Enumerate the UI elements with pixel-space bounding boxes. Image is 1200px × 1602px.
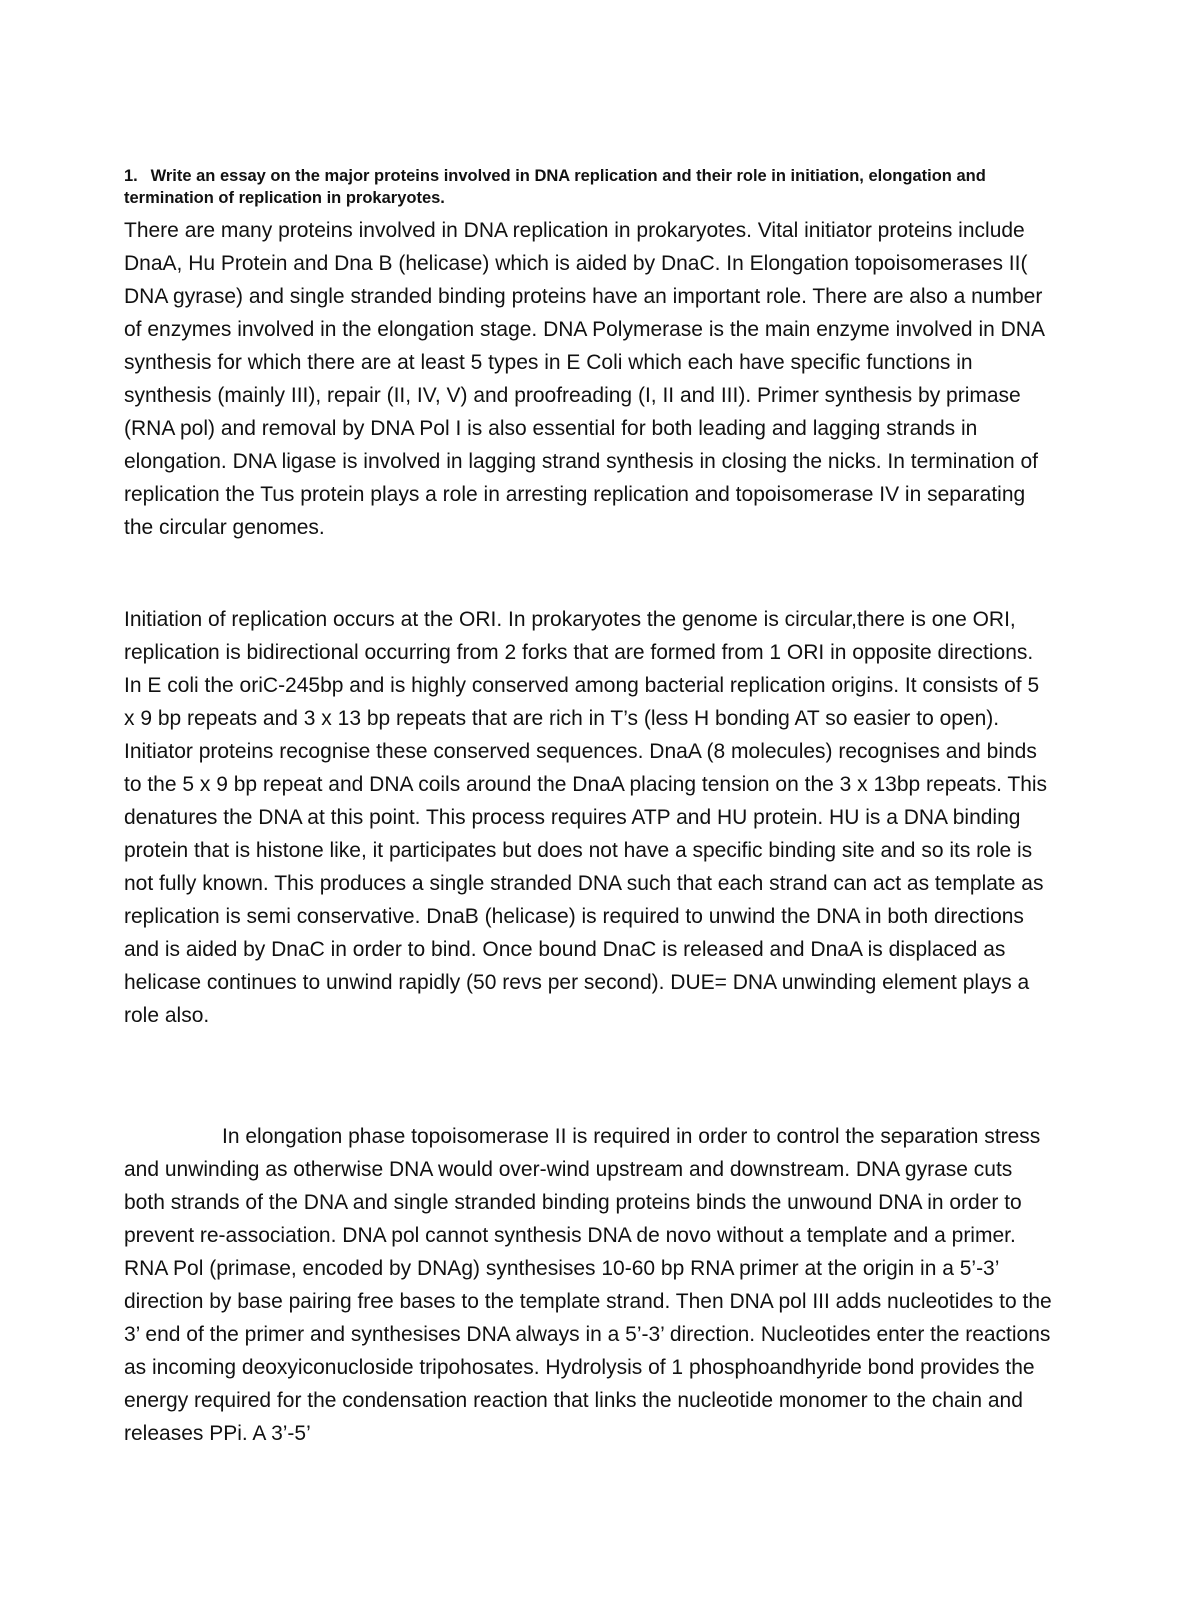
paragraph-initiation: Initiation of replication occurs at the ORI. In prokaryotes the genome is circular,there is one ORI, replication is bidirectional occurring from 2 forks that are formed from 1 ORI in opposite directions. In E coli the oriC-245bp and is highly conserved among bacterial replication origins. It consists of 5 x 9 bp repeats and 3 x 13 bp repeats that are rich in T’s (less H bonding AT so easier to open). Initiator proteins recognise these conserved sequences. DnaA (8 molecules) recognises and binds to the 5 x 9 bp repeat and DNA coils around the DnaA placing tension on the 3 x 13bp repeats. This denatures the DNA at this point. This process requires ATP and HU protein. HU is a DNA binding protein that is histone like, it participates but does not have a specific binding site and so its role is not fully known. This produces a single stranded DNA such that each strand can act as template as replication is semi conservative. DnaB (helicase) is required to unwind the DNA in both directions and is aided by DnaC in order to bind. Once bound DnaC is released and DnaA is displaced as helicase continues to unwind rapidly (50 revs per second). DUE= DNA unwinding element plays a role also. <box>124 608 1048 1027</box>
paragraph-elongation: In elongation phase topoisomerase II is required in order to control the separation stress and unwinding as otherwise DNA would over-wind upstream and downstream. DNA gyrase cuts both strands of the DNA and single stranded binding proteins binds the unwound DNA in order to prevent re-association. DNA pol cannot synthesis DNA de novo without a template and a primer. RNA Pol (primase, encoded by DNAg) synthesises 10-60 bp RNA primer at the origin in a 5’-3’ direction by base pairing free bases to the template strand. Then DNA pol III adds nucleotides to the 3’ end of the primer and synthesises DNA always in a 5’-3’ direction. Nucleotides enter the reactions as incoming deoxyiconucloside tripohosates. Hydrolysis of 1 phosphoandhyride bond provides the energy required for the condensation reaction that links the nucleotide monomer to the chain and releases PPi. A 3’-5’ <box>124 1125 1052 1445</box>
question-text: Write an essay on the major proteins involved in DNA replication and their role in initiation, elongation and termination of replication in prokaryotes. <box>124 167 986 207</box>
question-number: 1. <box>124 167 138 185</box>
paragraph-overview: There are many proteins involved in DNA replication in prokaryotes. Vital initiator proteins include DnaA, Hu Protein and Dna B (helicase) which is aided by DnaC. In Elongation topoisomerases II( DNA gyrase) and single stranded binding proteins have an important role. There are also a number of enzymes involved in the elongation stage. DNA Polymerase is the main enzyme involved in DNA synthesis for which there are at least 5 types in E Coli which each have specific functions in synthesis (mainly III), repair (II, IV, V) and proofreading (I, II and III). Primer synthesis by primase (RNA pol) and removal by DNA Pol I is also essential for both leading and lagging strands in elongation. DNA ligase is involved in lagging strand synthesis in closing the nicks. In termination of replication the Tus protein plays a role in arresting replication and topoisomerase IV in separating the circular genomes. <box>124 219 1044 539</box>
question-heading <box>124 165 1054 209</box>
